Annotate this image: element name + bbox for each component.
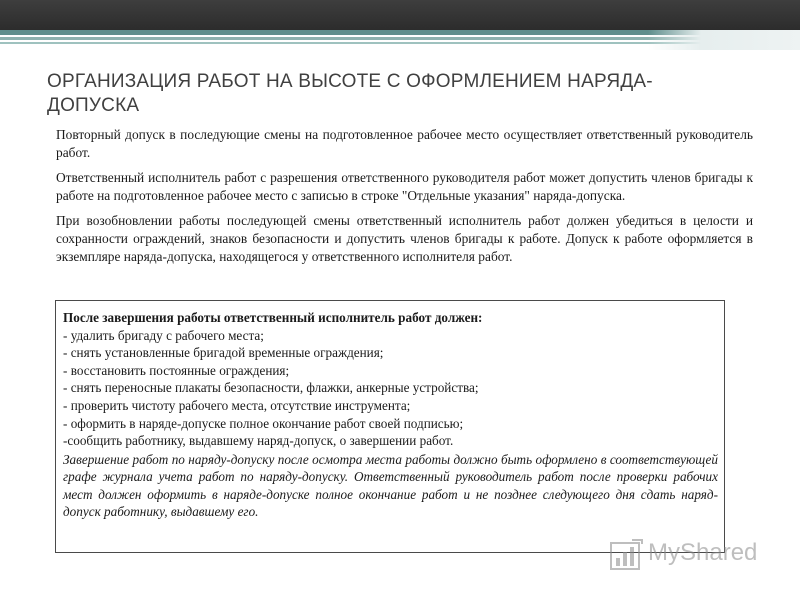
list-item: - восстановить постоянные ограждения; [63,362,290,378]
list-item: - проверить чистоту рабочего места, отсутствие инструмента; [63,397,411,413]
list-item: - снять переносные плакаты безопасности, флажки, анкерные устройства; [63,380,479,396]
box-note: Завершение работ по наряду-допуску после осмотра места работы должно быть оформлено в соответствующей графе журнала учета работ по наряду-допуску. Ответственный руководитель работ после проверки рабочих мест должен оформить в наряде-допуске полное окончание работ и не позднее следующего дня сдать наряд-допуск работнику, выдавшему его. [63,451,718,519]
list-item: - снять установленные бригадой временные ограждения; [63,345,384,361]
paragraph: Повторный допуск в последующие смены на подготовленное рабочее место осуществляет ответственный руководитель работ. [56,127,753,160]
paragraph: Ответственный исполнитель работ с разрешения ответственного руководителя работ может допустить членов бригады к работе на подготовленное рабочее место с записью в строке "Отдельные указания" наряда-допуска. [56,170,753,203]
slide-title: ОРГАНИЗАЦИЯ РАБОТ НА ВЫСОТЕ С ОФОРМЛЕНИЕМ НАРЯДА-ДОПУСКА [47,71,653,116]
list-item: -сообщить работнику, выдавшему наряд-допуск, о завершении работ. [63,433,454,449]
body-text [56,126,753,273]
header-highlight [648,30,800,50]
completion-box [55,300,725,553]
box-heading: После завершения работы ответственный исполнитель работ должен: [63,310,483,325]
list-item: - удалить бригаду с рабочего места; [63,327,264,343]
paragraph: При возобновлении работы последующей смены ответственный исполнитель работ должен убедиться в целости и сохранности ограждений, знаков безопасности и допустить членов бригады к работе. Допуск к работе оформляется в экземпляре наряда-допуска, находящегося у ответственного исполнителя работ. [56,213,753,264]
watermark-text: MyShared [648,539,758,566]
watermark-logo [606,536,766,576]
list-item: - оформить в наряде-допуске полное окончание работ своей подписью; [63,415,464,431]
bar-chart-icon [608,538,644,574]
header-band [0,0,800,30]
